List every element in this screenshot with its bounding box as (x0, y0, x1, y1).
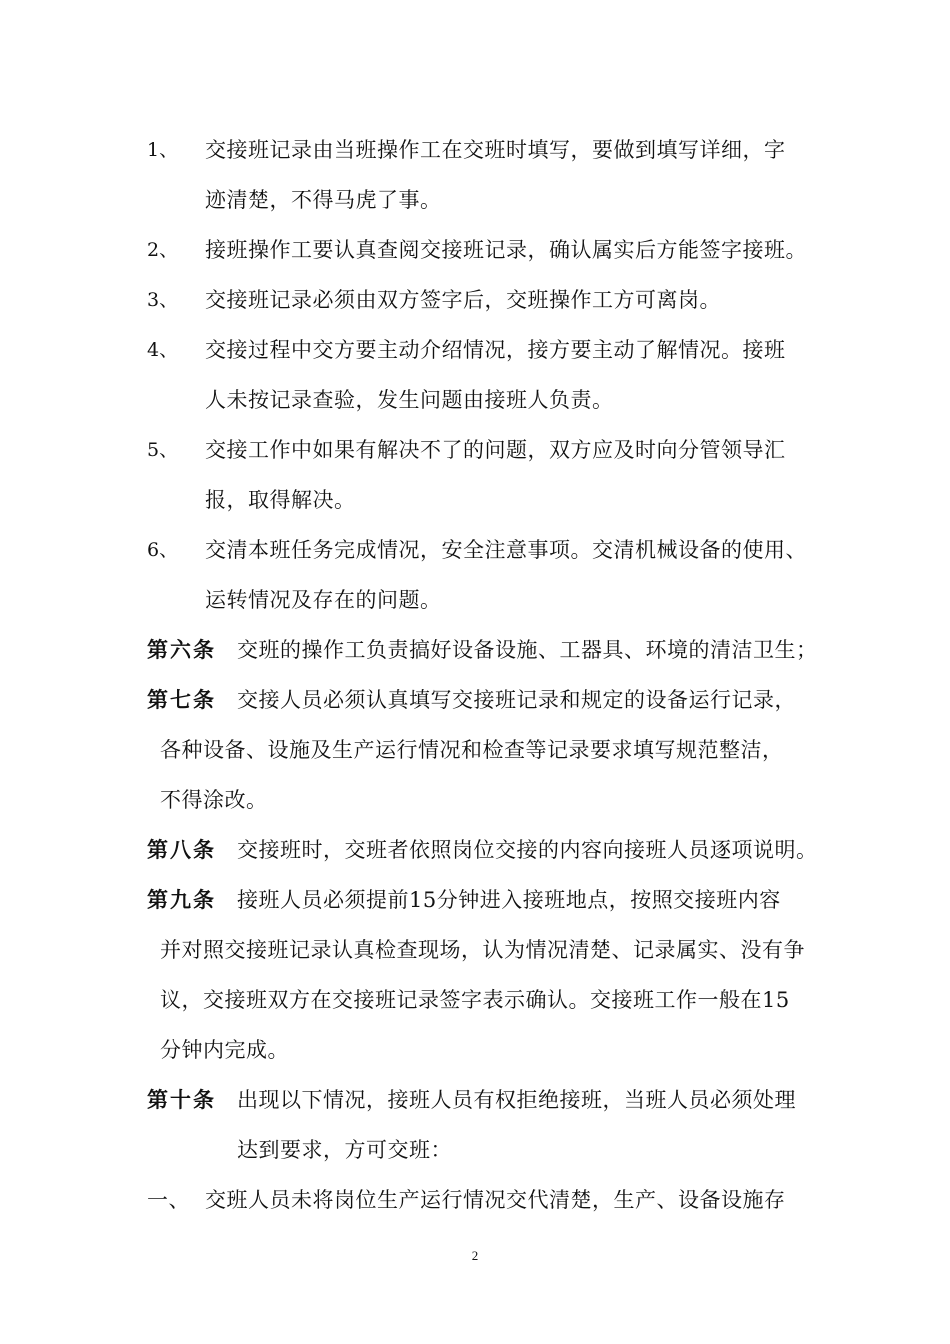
article-text-line: 达到要求，方可交班： (237, 1138, 452, 1162)
item-number: 5、 (147, 439, 179, 461)
item-text-line: 交接工作中如果有解决不了的问题，双方应及时向分管领导汇 (205, 438, 786, 462)
article-label: 第十条 (147, 1088, 216, 1112)
item-number: 4、 (147, 339, 179, 361)
page-number: 2 (471, 1248, 479, 1263)
article-text-line: 交接人员必须认真填写交接班记录和规定的设备运行记录， (237, 688, 796, 712)
item-text-line: 交班人员未将岗位生产运行情况交代清楚，生产、设备设施存 (205, 1188, 786, 1212)
article-label: 第九条 (147, 888, 216, 912)
item-text-line: 交接过程中交方要主动介绍情况，接方要主动了解情况。接班 (205, 338, 786, 362)
article-text-line: 交班的操作工负责搞好设备设施、工器具、环境的清洁卫生； (237, 638, 818, 662)
item-text-line: 交清本班任务完成情况，安全注意事项。交清机械设备的使用、 (205, 538, 807, 562)
article-label: 第八条 (147, 838, 216, 862)
article-text-line: 议，交接班双方在交接班记录签字表示确认。交接班工作一般在15 (160, 988, 790, 1012)
article-text-line: 分钟内完成。 (160, 1038, 289, 1062)
item-text-line: 接班操作工要认真查阅交接班记录，确认属实后方能签字接班。 (205, 238, 807, 262)
item-number: 一、 (147, 1188, 190, 1212)
article-text-line: 出现以下情况，接班人员有权拒绝接班，当班人员必须处理 (237, 1088, 796, 1112)
item-text-line: 人未按记录查验，发生问题由接班人负责。 (205, 388, 614, 412)
item-text-line: 运转情况及存在的问题。 (205, 588, 442, 612)
article-text-line: 并对照交接班记录认真检查现场，认为情况清楚、记录属实、没有争 (160, 938, 805, 962)
item-number: 3、 (147, 289, 179, 311)
article-label: 第六条 (147, 638, 216, 662)
item-number: 2、 (147, 239, 179, 261)
article-label: 第七条 (147, 688, 216, 712)
article-text-line: 各种设备、设施及生产运行情况和检查等记录要求填写规范整洁， (160, 738, 784, 762)
item-text-line: 迹清楚，不得马虎了事。 (205, 188, 442, 212)
item-text-line: 交接班记录必须由双方签字后，交班操作工方可离岗。 (205, 288, 721, 312)
item-number: 6、 (147, 539, 179, 561)
article-text-line: 接班人员必须提前15分钟进入接班地点，按照交接班内容 (237, 888, 781, 912)
item-text-line: 交接班记录由当班操作工在交班时填写，要做到填写详细，字 (205, 138, 786, 162)
item-text-line: 报，取得解决。 (205, 488, 356, 512)
article-text-line: 交接班时，交班者依照岗位交接的内容向接班人员逐项说明。 (237, 838, 818, 862)
article-text-line: 不得涂改。 (160, 788, 268, 812)
item-number: 1、 (147, 139, 179, 161)
